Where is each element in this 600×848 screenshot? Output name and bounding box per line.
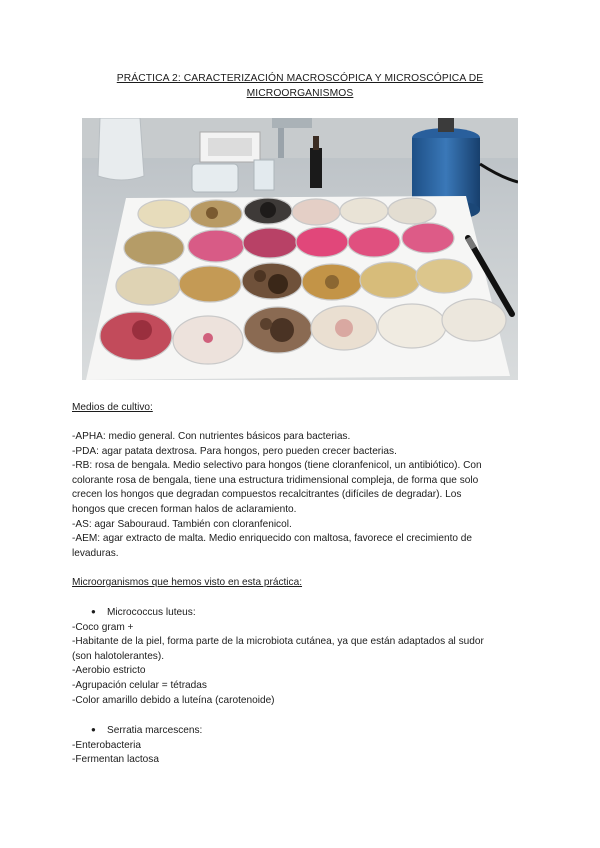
micrococcus-name: Micrococcus luteus: bbox=[107, 607, 196, 618]
micrococcus-line-2: -Habitante de la piel, forma parte de la microbiota cutánea, ya que están adaptados al sudor bbox=[72, 636, 484, 648]
serratia-name: Serratia marcescens: bbox=[107, 725, 203, 736]
medios-section bbox=[72, 401, 532, 416]
micrococcus-line-6: -Color amarillo debido a luteína (carotenoide) bbox=[72, 694, 275, 706]
medio-rb-line-2: colorante rosa de bengala, tiene una estructura tridimensional compleja, de forma que solo bbox=[72, 474, 479, 486]
page-title bbox=[70, 71, 530, 101]
micrococcus-line-5: -Agrupación celular = tétradas bbox=[72, 679, 207, 691]
medios-list bbox=[72, 430, 532, 561]
micro-heading: Microorganismos que hemos visto en esta práctica: bbox=[72, 577, 303, 588]
medio-aem-line-1: -AEM: agar extracto de malta. Medio enriquecido con maltosa, favorece el crecimiento de bbox=[72, 533, 473, 545]
bullet-icon: ● bbox=[91, 725, 96, 734]
micrococcus-line-4: -Aerobio estricto bbox=[72, 665, 146, 677]
serratia-block bbox=[72, 723, 532, 768]
petri-dishes-photo bbox=[82, 118, 518, 380]
medio-rb-line-4: hongos que crecen forman halos de aclaramiento. bbox=[72, 503, 297, 515]
title-line-2: MICROORGANISMOS bbox=[246, 88, 354, 99]
photo-illustration bbox=[82, 118, 518, 380]
micro-section bbox=[72, 576, 532, 591]
medio-rb-line-3: crecen los hongos que degradan compuestos recalcitrantes (difíciles de degradar). Los bbox=[72, 489, 462, 501]
list-item-serratia bbox=[72, 723, 532, 739]
medio-apha: -APHA: medio general. Con nutrientes básicos para bacterias. bbox=[72, 431, 351, 442]
medio-as: -AS: agar Sabouraud. También con cloranfenicol. bbox=[72, 518, 292, 530]
serratia-line-1: -Enterobacteria bbox=[72, 739, 142, 751]
micrococcus-block bbox=[72, 605, 532, 708]
medios-heading: Medios de cultivo: bbox=[72, 402, 153, 413]
medio-rb-line-1: -RB: rosa de bengala. Medio selectivo para hongos (tiene cloranfenicol, un antibiótico). Con bbox=[72, 460, 482, 472]
micrococcus-line-3: (son halotolerantes). bbox=[72, 650, 165, 662]
serratia-line-2: -Fermentan lactosa bbox=[72, 754, 159, 766]
bullet-icon: ● bbox=[91, 607, 96, 616]
micrococcus-line-1: -Coco gram + bbox=[72, 621, 134, 633]
title-line-1: PRÁCTICA 2: CARACTERIZACIÓN MACROSCÓPICA Y MICROSCÓPICA DE bbox=[116, 73, 484, 84]
list-item-micrococcus bbox=[72, 605, 532, 621]
medio-pda: -PDA: agar patata dextrosa. Para hongos, pero pueden crecer bacterias. bbox=[72, 445, 397, 457]
medio-aem-line-2: levaduras. bbox=[72, 547, 119, 559]
